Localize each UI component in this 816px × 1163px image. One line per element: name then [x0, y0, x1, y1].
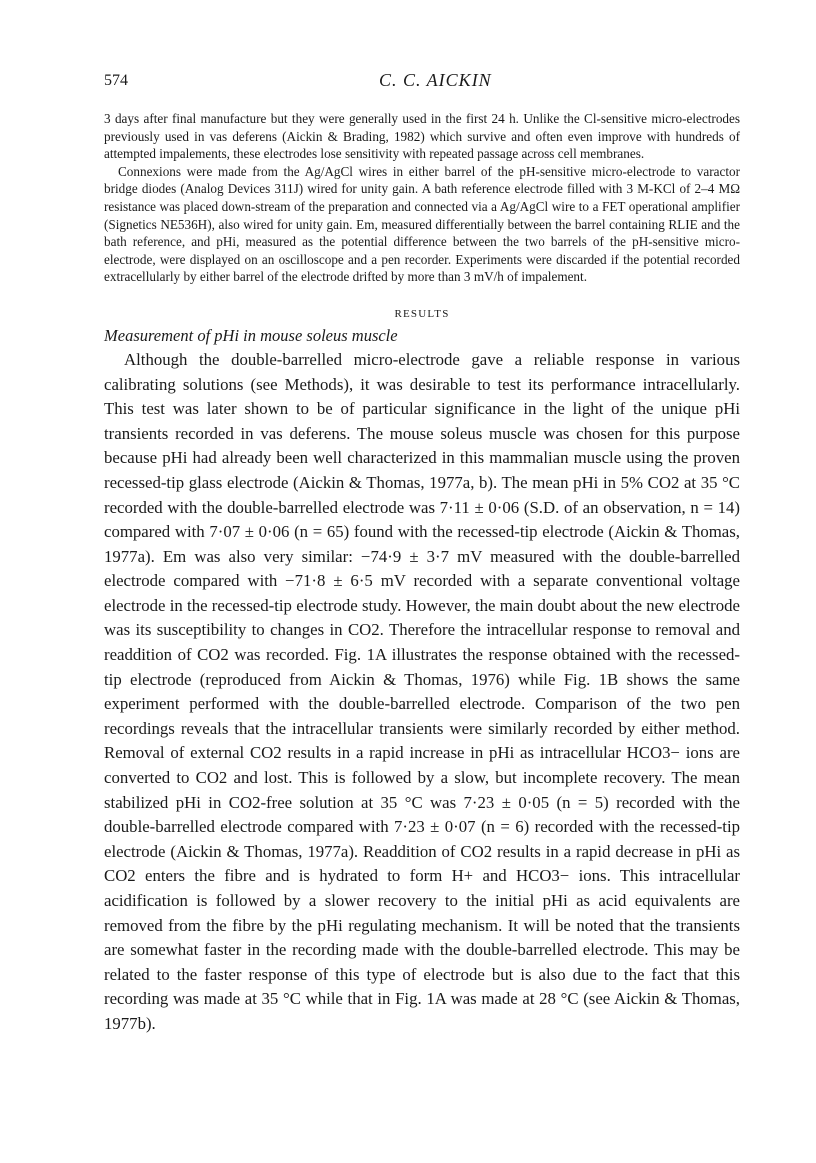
page-number: 574	[104, 72, 128, 89]
methods-paragraph: 3 days after final manufacture but they were generally used in the first 24 h. Unlike the Cl-sensitive micro-electrodes previously used in vas deferens (Aickin & Brading, 1982) which survive and often even improve with hundreds of attempted impalements, these electrodes lose sensitivity with repeated passage across cell membranes.	[104, 111, 740, 162]
subsection-heading: Measurement of pHi in mouse soleus muscle	[104, 325, 398, 345]
methods-paragraph: Connexions were made from the Ag/AgCl wires in either barrel of the pH-sensitive micro-electrode to varactor bridge diodes (Analog Devices 311J) wired for unity gain. A bath reference electrode filled with 3 M-KCl of 2–4 MΩ resistance was placed down-stream of the preparation and connected via a Ag/AgCl wire to a FET operational amplifier (Signetics NE536H), also wired for unity gain. Em, measured differentially between the barrel containing RLIE and the bath reference, and pHi, measured as the potential difference between the two barrels of the pH-sensitive micro-electrode, were displayed on an oscilloscope and a pen recorder. Experiments were discarded if the potential recorded extracellularly by either barrel of the electrode drifted by more than 3 mV/h of impalement.	[104, 163, 740, 285]
running-head: C. C. AICKIN	[379, 70, 492, 90]
page	[104, 62, 740, 1037]
section-heading: RESULTS	[394, 307, 450, 320]
results-paragraph: Although the double-barrelled micro-electrode gave a reliable response in various calibrating solutions (see Methods), it was desirable to test its performance intracellularly. This test was later shown to be of particular significance in the light of the unique pHi transients recorded in vas deferens. The mouse soleus muscle was chosen for this purpose because pHi had already been well characterized in this mammalian muscle using the proven recessed-tip glass electrode (Aickin & Thomas, 1977a, b). The mean pHi in 5% CO2 at 35 °C recorded with the double-barrelled electrode was 7·11 ± 0·06 (S.D. of an observation, n = 14) compared with 7·07 ± 0·06 (n = 65) found with the recessed-tip electrode (Aickin & Thomas, 1977a). Em was also very similar: −74·9 ± 3·7 mV measured with the double-barrelled electrode compared with −71·8 ± 6·5 mV recorded with a separate conventional voltage electrode in the recessed-tip electrode study. However, the main doubt about the new electrode was its susceptibility to changes in CO2. Therefore the intracellular response to removal and readdition of CO2 was recorded. Fig. 1A illustrates the response obtained with the recessed-tip electrode (reproduced from Aickin & Thomas, 1976) while Fig. 1B shows the same experiment performed with the double-barrelled electrode. Comparison of the two pen recordings reveals that the intracellular transients were similarly recorded by either method. Removal of external CO2 results in a rapid increase in pHi as intracellular HCO3− ions are converted to CO2 and lost. This is followed by a slow, but incomplete recovery. The mean stabilized pHi in CO2-free solution at 35 °C was 7·23 ± 0·05 (n = 5) recorded with the double-barrelled electrode compared with 7·23 ± 0·07 (n = 6) recorded with the recessed-tip electrode (Aickin & Thomas, 1977a). Readdition of CO2 results in a rapid decrease in pHi as CO2 enters the fibre and is hydrated to form H+ and HCO3− ions. This intracellular acidification is followed by a slower recovery to the initial pHi as acid equivalents are removed from the fibre by the pHi regulating mechanism. It will be noted that the transients are somewhat faster in the recording made with the double-barrelled electrode. This may be related to the faster response of this type of electrode but is also due to the fact that this recording was made at 35 °C while that in Fig. 1A was made at 28 °C (see Aickin & Thomas, 1977b).	[104, 349, 740, 1033]
page-header	[104, 62, 740, 88]
